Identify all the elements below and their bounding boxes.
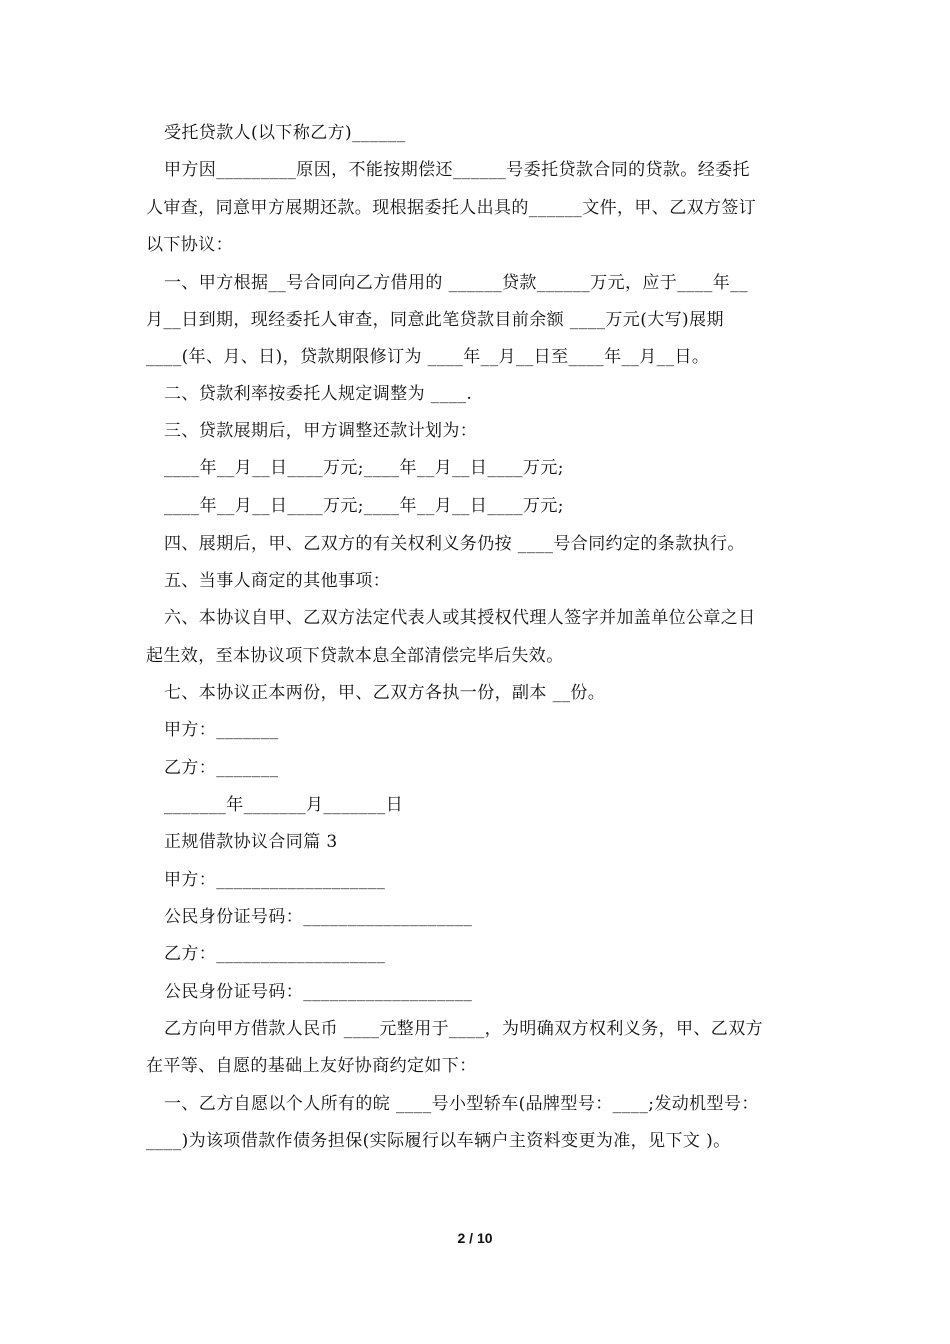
text-line: 甲方因_________原因，不能按期偿还______号委托贷款合同的贷款。经委托 [164,160,750,180]
text-line: 人审查，同意甲方展期还款。现根据委托人出具的______文件，甲、乙双方签订 [146,198,757,218]
text-line: 乙方向甲方借款人民币 ____元整用于____，为明确双方权利义务，甲、乙双方 [164,1019,764,1039]
text-line: 七、本协议正本两份，甲、乙双方各执一份，副本 __份。 [164,683,606,703]
page-number: 2 / 10 [457,1230,493,1246]
signature-date: _______年_______月_______日 [164,795,404,815]
text-line: 一、甲方根据__号合同向乙方借用的 ______贷款______万元，应于____年__ [164,273,749,293]
text-line: ____年__月__日____万元;____年__月__日____万元; [164,496,564,516]
text-line: 公民身份证号码：___________________ [164,907,473,927]
text-line: 二、贷款利率按委托人规定调整为 ____. [164,384,473,404]
text-line: ____)为该项借款作债务担保(实际履行以车辆户主资料变更为准，见下文 )。 [146,1131,731,1151]
text-line: 受托贷款人(以下称乙方)______ [164,123,406,143]
text-line: 公民身份证号码：___________________ [164,982,473,1002]
signature-party-b: 乙方：_______ [164,758,279,778]
text-line: ____(年、月、日)，贷款期限修订为 ____年__月__日至____年__月__日。 [146,347,710,367]
text-line: 六、本协议自甲、乙双方法定代表人或其授权代理人签字并加盖单位公章之日 [164,608,756,628]
text-line: 四、展期后，甲、乙双方的有关权利义务仍按 ____号合同约定的条款执行。 [164,534,745,554]
text-line: 月__日到期，现经委托人审查，同意此笔贷款目前余额 ____万元(大写)展期 [146,310,724,330]
text-line: ____年__月__日____万元;____年__月__日____万元; [164,458,564,478]
text-line: 五、当事人商定的其他事项： [164,571,391,591]
text-line: 起生效，至本协议项下贷款本息全部清偿完毕后失效。 [146,646,564,666]
text-line: 乙方：___________________ [164,944,386,964]
section-heading: 正规借款协议合同篇 3 [164,832,338,852]
signature-party-a: 甲方：_______ [164,720,279,740]
text-line: 一、乙方自愿以个人所有的皖 ____号小型轿车(品牌型号：____;发动机型号： [164,1094,759,1114]
text-line: 以下协议： [146,235,233,255]
text-line: 三、贷款展期后，甲方调整还款计划为： [164,421,478,441]
text-line: 在平等、自愿的基础上友好协商约定如下： [146,1056,477,1076]
text-line: 甲方：___________________ [164,870,386,890]
